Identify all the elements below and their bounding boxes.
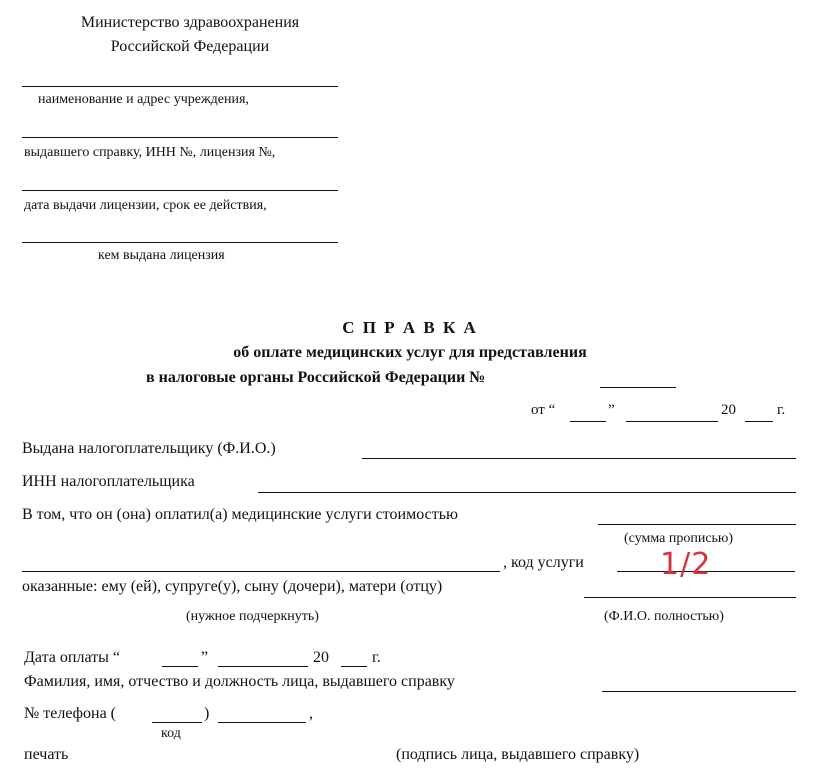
issuer-label: Фамилия, имя, отчество и должность лица, выдавшего справку <box>24 673 455 690</box>
payment-year-suffix: г. <box>372 649 381 666</box>
org-inn-line <box>22 137 338 138</box>
fio-caption: (Ф.И.О. полностью) <box>604 609 724 624</box>
date-month-line[interactable] <box>626 421 718 422</box>
payment-date-quote-close: ” <box>201 649 209 666</box>
underline-caption: (нужное подчеркнуть) <box>186 609 319 624</box>
payment-month-line[interactable] <box>218 666 308 667</box>
date-year-prefix: 20 <box>721 402 736 418</box>
issued-to-label: Выдана налогоплательщику (Ф.И.О.) <box>22 440 276 457</box>
date-year-line[interactable] <box>745 421 773 422</box>
service-code-label: , код услуги <box>503 554 584 571</box>
license-dates-line <box>22 190 338 191</box>
signature-caption: (подпись лица, выдавшего справку) <box>396 746 640 763</box>
phone-comma: , <box>309 705 313 722</box>
title-line2: об оплате медицинских услуг для представления <box>233 344 587 361</box>
org-name-line <box>22 86 338 87</box>
date-quote-close: ” <box>608 402 615 418</box>
phone-code-line[interactable] <box>152 722 202 723</box>
sum-caption: (сумма прописью) <box>624 531 734 546</box>
ministry-line2: Российской Федерации <box>110 38 270 55</box>
sum-continuation-line[interactable] <box>22 571 500 572</box>
date-year-suffix: г. <box>777 402 786 418</box>
code-caption: код <box>161 726 181 741</box>
ministry-line1: Министерство здравоохранения <box>80 14 300 31</box>
phone-label: № телефона ( <box>24 705 116 722</box>
caption-license-dates: дата выдачи лицензии, срок ее действия, <box>24 198 267 213</box>
caption-issued-by: кем выдана лицензия <box>98 248 225 263</box>
title-line3: в налоговые органы Российской Федерации № <box>146 369 486 386</box>
document-title: С П Р А В К А <box>342 318 478 337</box>
phone-paren-close: ) <box>204 705 210 722</box>
recipient-fio-line[interactable] <box>584 597 796 598</box>
date-day-line[interactable] <box>570 421 606 422</box>
taxpayer-fio-line[interactable] <box>362 458 796 459</box>
inn-label: ИНН налогоплательщика <box>22 473 195 490</box>
payment-year-prefix: 20 <box>313 649 329 666</box>
sum-line[interactable] <box>598 524 796 525</box>
issued-by-line <box>22 242 338 243</box>
caption-inn-license: выдавшего справку, ИНН №, лицензия №, <box>24 145 276 160</box>
service-code-value: 1/2 <box>660 547 712 582</box>
phone-number-line[interactable] <box>218 722 306 723</box>
stamp-label: печать <box>24 746 69 763</box>
caption-name-address: наименование и адрес учреждения, <box>38 92 249 107</box>
paid-label: В том, что он (она) оплатил(а) медицинские услуги стоимостью <box>22 506 458 523</box>
provided-label: оказанные: ему (ей), супруге(у), сыну (дочери), матери (отцу) <box>22 578 443 595</box>
payment-year-line[interactable] <box>341 666 367 667</box>
certificate-number-line[interactable] <box>600 387 676 388</box>
payment-date-prefix: Дата оплаты “ <box>24 649 120 666</box>
payment-day-line[interactable] <box>162 666 198 667</box>
taxpayer-inn-line[interactable] <box>258 492 796 493</box>
date-prefix: от “ <box>531 402 556 418</box>
issuer-fio-line[interactable] <box>602 691 796 692</box>
